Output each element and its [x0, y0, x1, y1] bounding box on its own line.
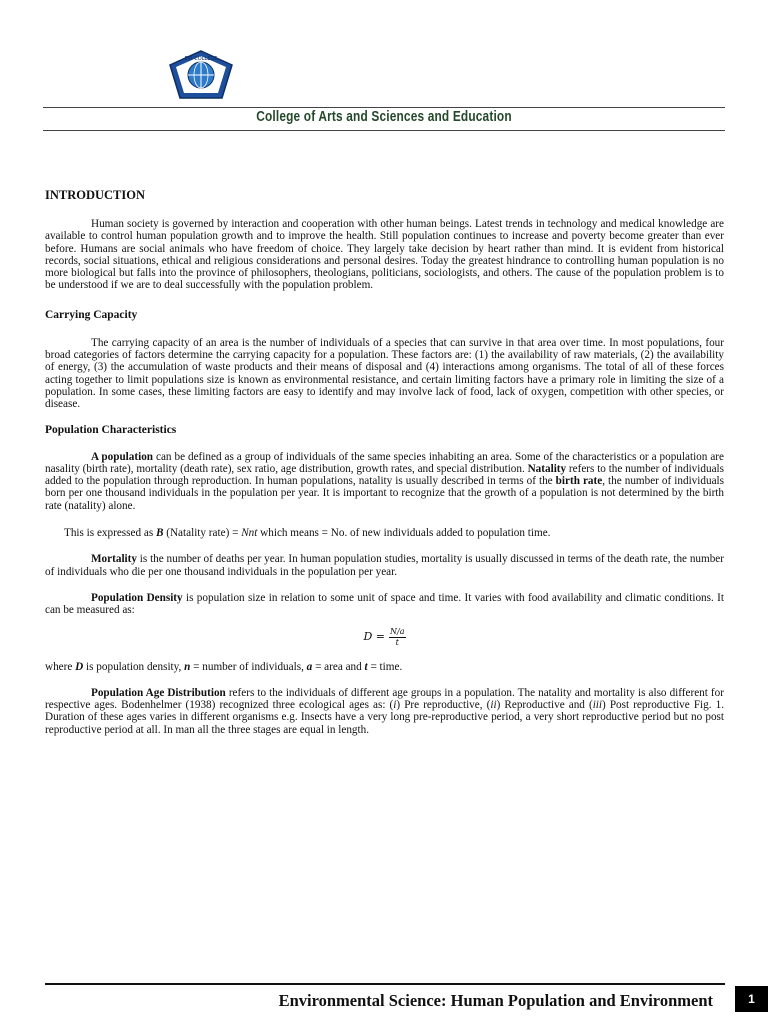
age-numeral-i: i — [393, 699, 397, 712]
footer-rule — [45, 983, 725, 985]
formula-numerator: N/a — [390, 626, 405, 636]
section-title-population-characteristics: Population Characteristics — [45, 423, 177, 436]
age-text-d: ) Post reproductive Fig. 1. Duration of these ages varies in different organisms e.g. Insects have a very long pre-reproductive period, a very short reproductive period but no post reproductive period at all. In man all the three stages are equal in length. — [45, 699, 725, 736]
age-text-b: ) Pre reproductive, ( — [396, 699, 491, 712]
intro-paragraph: Human society is governed by interaction and cooperation with other human beings. Latest trends in technology and medical knowledge are available to control human population growth and to improve the health. Still population continues to increase and poverty become greater than ever before. Humans are social animals who have freedom of choice. They largely take decision by heart rather than mind. It is evident from historical records, social situations, ethical and religious considerations and personal desires. Today the greatest hindrance to controlling human population is no more biological but falls into the province of philosophers, theologians, politicians, sociologists, and others. The cause of the population problem is to be understood if we are to deal successfully with the population problem. — [45, 218, 724, 292]
term-age-distribution: Population Age Distribution — [91, 686, 226, 699]
where-symbol-n: n — [184, 660, 191, 673]
term-natality: Natality — [527, 462, 567, 475]
logo-text: EVI COLLEGE — [184, 56, 218, 62]
natality-text-e: which means = No. of new individuals added to population time. — [257, 527, 551, 540]
population-text-c: , the number of individuals born per one thousand individuals in the population per year. It is important to recognize that the growth of a population is not determined by the birth rate (natality) alone. — [45, 475, 724, 512]
age-distribution-paragraph — [45, 687, 724, 736]
population-paragraph — [45, 451, 724, 512]
where-symbol-d: D — [75, 660, 84, 673]
natality-text-a: This is expressed as — [64, 527, 156, 540]
where-text-e: = time. — [367, 660, 403, 673]
formula-denominator: t — [395, 637, 399, 647]
natality-text-c: (Natality rate) = — [163, 527, 242, 540]
page-number-badge — [735, 986, 768, 1012]
section-title-carrying-capacity: Carrying Capacity — [45, 308, 138, 321]
college-logo — [168, 50, 234, 100]
natality-symbol-nnt: Nnt — [241, 527, 258, 540]
term-population: A population — [91, 450, 154, 463]
population-text-b: refers to the number of individuals added to the population through reproduction. In human populations, natality is usually described in terms of the — [45, 462, 724, 488]
carrying-paragraph: The carrying capacity of an area is the number of individuals of a species that can survive in that area over time. In most populations, four broad categories of factors determine the carrying capacity for a population. These factors are: (1) the availability of raw materials, (2) the availability of energy, (3) the accumulation of waste products and their means of disposal and (4) interactions among organisms. The total of all of these forces acting together to limit populations size is known as environmental resistance, and certain limiting factors have a primary role in limiting the size of a population. In some cases, these limiting factors are easy to identify and may involve lack of food, lack of oxygen, competition with other species, or disease. — [45, 336, 724, 411]
mortality-paragraph — [45, 553, 724, 578]
where-line — [45, 661, 724, 673]
college-name: College of Arts and Sciences and Education — [256, 109, 512, 125]
where-text-b: is population density, — [83, 660, 185, 673]
population-text-a: can be defined as a group of individuals of the same species inhabiting an area. Some of the characteristics or a population are nasality (birth rate), mortality (death rate), sex ratio, age distribution, growth rates, and special distribution. — [45, 450, 724, 475]
section-title-introduction: INTRODUCTION — [45, 188, 146, 202]
density-text: is population size in relation to some unit of space and time. It varies with food availability and climatic conditions. It can be measured as: — [45, 591, 724, 617]
age-numeral-iii: iii — [592, 699, 603, 712]
where-text-c: = number of individuals, — [190, 660, 307, 673]
term-population-density: Population Density — [91, 591, 183, 604]
header-rule-bottom — [43, 130, 725, 131]
formula-lhs: D = — [363, 629, 386, 643]
density-formula — [45, 627, 724, 657]
natality-formula-line — [45, 527, 724, 539]
term-mortality: Mortality — [91, 553, 137, 566]
age-text-c: ) Reproductive and ( — [496, 699, 593, 712]
age-text-a: refers to the individuals of different age groups in a population. The natality and mortality is also different for respective ages. Bodenhelmer (1938) recognized three ecological ages as: ( — [45, 686, 724, 712]
where-symbol-t: t — [364, 660, 368, 673]
term-birth-rate: birth rate — [555, 475, 603, 488]
natality-symbol-b: B — [155, 527, 164, 540]
document-body — [45, 188, 724, 736]
where-text-a: where — [45, 660, 76, 673]
mortality-text: is the number of deaths per year. In human population studies, mortality is usually discussed in terms of the death rate, the number of individuals who die per one thousand individuals in the population per year. — [45, 553, 724, 578]
footer-title: Environmental Science: Human Population and Environment — [278, 991, 713, 1010]
page-number: 1 — [748, 992, 755, 1006]
where-text-d: = area and — [312, 660, 365, 673]
where-symbol-a: a — [306, 660, 313, 673]
density-paragraph — [45, 592, 724, 617]
age-numeral-ii: ii — [490, 699, 497, 712]
header-rule-top — [43, 107, 725, 108]
